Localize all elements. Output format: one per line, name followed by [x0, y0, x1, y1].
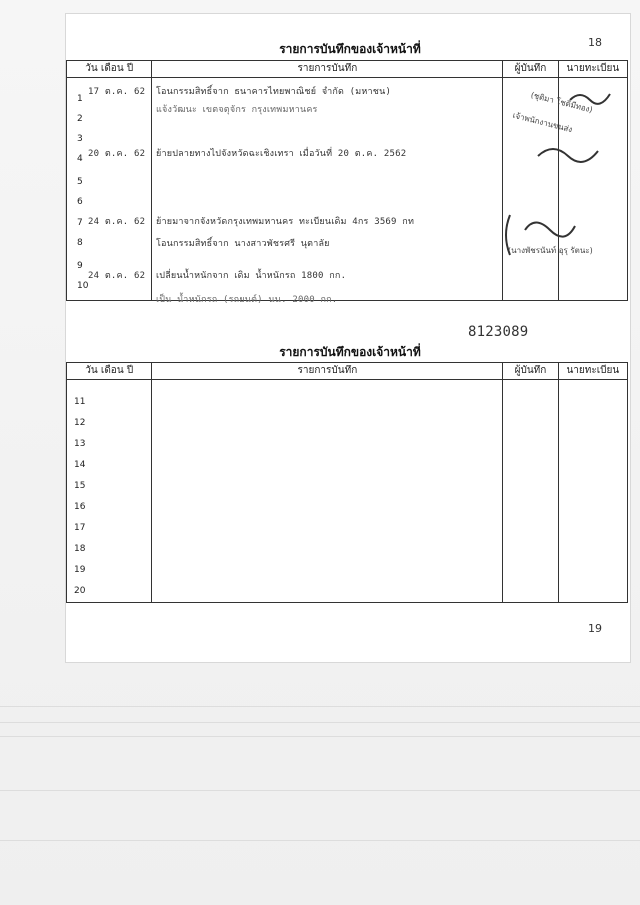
col-registrar-header: นายทะเบียน: [558, 61, 627, 78]
row-number: 3: [77, 134, 83, 144]
row-number: 5: [77, 177, 83, 187]
col-recorder-header: ผู้บันทึก: [503, 61, 558, 78]
row-number: 16: [74, 502, 86, 512]
col-recorder-header: ผู้บันทึก: [503, 363, 558, 380]
entry-date: 24 ต.ค. 62: [88, 271, 146, 281]
entry-date: 24 ต.ค. 62: [88, 217, 146, 227]
bottom-page-number: 19: [588, 622, 602, 635]
entry-text: เป็น น้ำหนักรถ (รถยนต์) นน. 2000 กก.: [156, 295, 338, 305]
row-number: 10: [77, 281, 89, 291]
row-number: 17: [74, 523, 86, 533]
scan-artifact-text: 8123089: [468, 324, 529, 340]
row-number: 2: [77, 114, 83, 124]
row-number: 11: [74, 397, 86, 407]
signature-mark: [560, 80, 620, 120]
scan-line: [0, 736, 640, 737]
entry-text: โอนกรรมสิทธิ์จาก นางสาวพัชรศรี นุตาลัย: [156, 239, 330, 249]
row-number: 4: [77, 154, 83, 164]
row-number: 8: [77, 238, 83, 248]
top-page-number: 18: [588, 36, 602, 49]
top-page-title: รายการบันทึกของเจ้าหน้าที่: [279, 42, 421, 56]
officer-stamp: เจ้าพนักงานขนส่ง: [511, 110, 574, 135]
row-number: 9: [77, 261, 83, 271]
col-registrar-header: นายทะเบียน: [558, 363, 627, 380]
bottom-page-title: รายการบันทึกของเจ้าหน้าที่: [279, 345, 421, 359]
registrar-cell: [558, 380, 627, 603]
entry-cell: [152, 380, 503, 603]
row-number: 15: [74, 481, 86, 491]
row-number: 19: [74, 565, 86, 575]
entry-text: เปลี่ยนน้ำหนักจาก เดิม น้ำหนักรถ 1800 กก.: [156, 271, 347, 281]
entry-text: ย้ายปลายทางไปจังหวัดฉะเชิงเทรา เมื่อวันที่ 20 ต.ค. 2562: [156, 149, 407, 159]
row-number: 14: [74, 460, 86, 470]
row-number: 12: [74, 418, 86, 428]
entry-date: 17 ต.ค. 62: [88, 87, 146, 97]
row-number: 20: [74, 586, 86, 596]
col-date-header: วัน เดือน ปี: [67, 363, 152, 380]
entry-text: โอนกรรมสิทธิ์จาก ธนาคารไทยพาณิชย์ จำกัด (มหาชน): [156, 87, 392, 97]
officer-stamp: (นางพัชรนันท์ อุรุ รัตนะ): [508, 246, 593, 255]
row-number: 7: [77, 218, 83, 228]
signature-mark: [528, 136, 608, 176]
row-number: 6: [77, 197, 83, 207]
recorder-cell: [503, 380, 558, 603]
col-entry-header: รายการบันทึก: [152, 61, 503, 78]
scan-line: [0, 790, 640, 791]
entry-text: แจ้งวัฒนะ เขตจตุจักร กรุงเทพมหานคร: [156, 105, 318, 115]
bottom-register-table: [66, 362, 628, 603]
scan-line: [0, 722, 640, 723]
col-date-header: วัน เดือน ปี: [67, 61, 152, 78]
row-number: 18: [74, 544, 86, 554]
entry-date: 20 ต.ค. 62: [88, 149, 146, 159]
signature-mark: [500, 210, 580, 270]
officer-stamp: (ชุติมา โชติมีทอง): [529, 90, 594, 115]
row-number: 13: [74, 439, 86, 449]
scan-line: [0, 706, 640, 707]
entry-text: ย้ายมาจากจังหวัดกรุงเทพมหานคร ทะเบียนเดิม 4กร 3569 กท: [156, 217, 415, 227]
row-number: 1: [77, 94, 83, 104]
col-entry-header: รายการบันทึก: [152, 363, 503, 380]
scan-line: [0, 840, 640, 841]
